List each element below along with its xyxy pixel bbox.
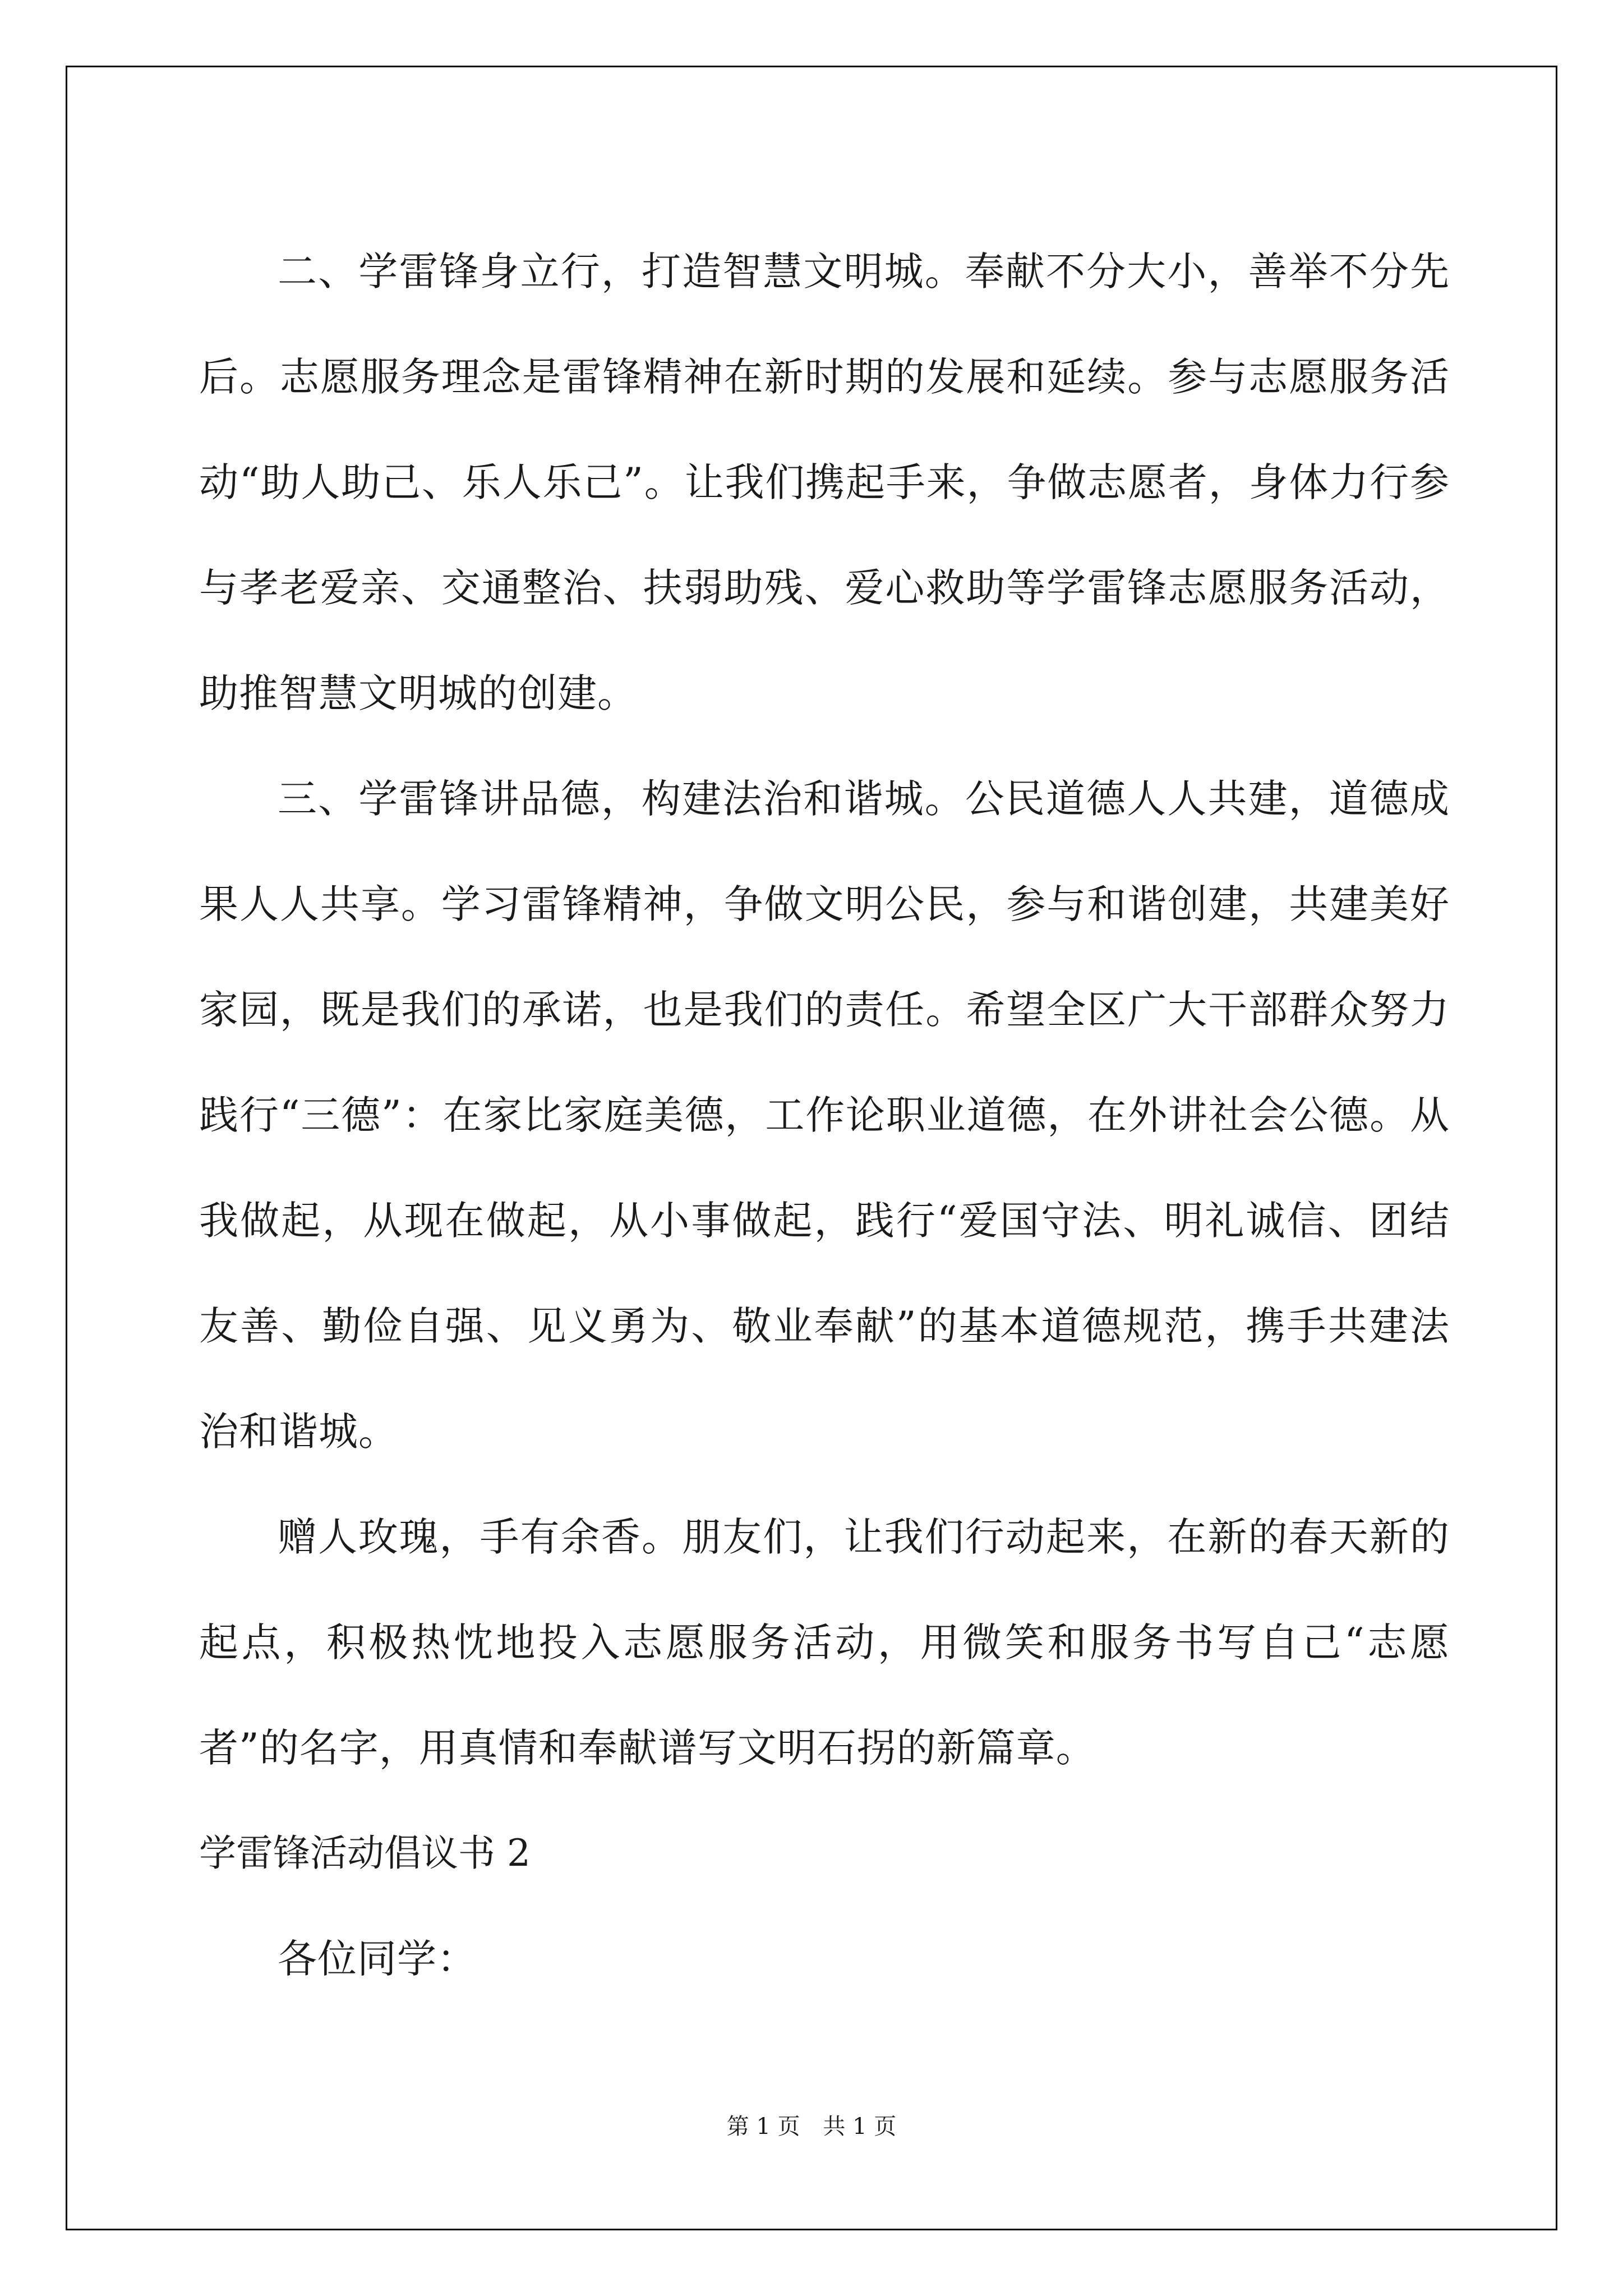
page-footer	[0, 2113, 1623, 2141]
page-number: 第 1 页	[726, 2114, 800, 2139]
page-total: 共 1 页	[823, 2114, 897, 2139]
paragraph-closing: 赠人玫瑰，手有余香。朋友们，让我们行动起来，在新的春天新的起点，积极热忱地投入志愿服务活动，用微笑和服务书写自己“志愿者”的名字，用真情和奉献谱写文明石拐的新篇章。	[199, 1514, 1450, 1771]
salutation: 各位同学：	[278, 1936, 477, 1982]
paragraph-three: 三、学雷锋讲品德，构建法治和谐城。公民道德人人共建，道德成果人人共享。学习雷锋精神，争做文明公民，参与和谐创建，共建美好家园，既是我们的承诺，也是我们的责任。希望全区广大干部群众努力践行“三德”：在家比家庭美德，工作论职业道德，在外讲社会公德。从我做起，从现在做起，从小事做起，践行“爱国守法、明礼诚信、团结友善、勤俭自强、见义勇为、敬业奉献”的基本道德规范，携手共建法治和谐城。	[199, 776, 1450, 1455]
document-body	[199, 219, 1450, 2012]
paragraph-two: 二、学雷锋身立行，打造智慧文明城。奉献不分大小，善举不分先后。志愿服务理念是雷锋精神在新时期的发展和延续。参与志愿服务活动“助人助己、乐人乐己”。让我们携起手来，争做志愿者，身体力行参与孝老爱亲、交通整治、扶弱助残、爱心救助等学雷锋志愿服务活动，助推智慧文明城的创建。	[199, 249, 1450, 716]
section-heading: 学雷锋活动倡议书 2	[199, 1832, 531, 1875]
